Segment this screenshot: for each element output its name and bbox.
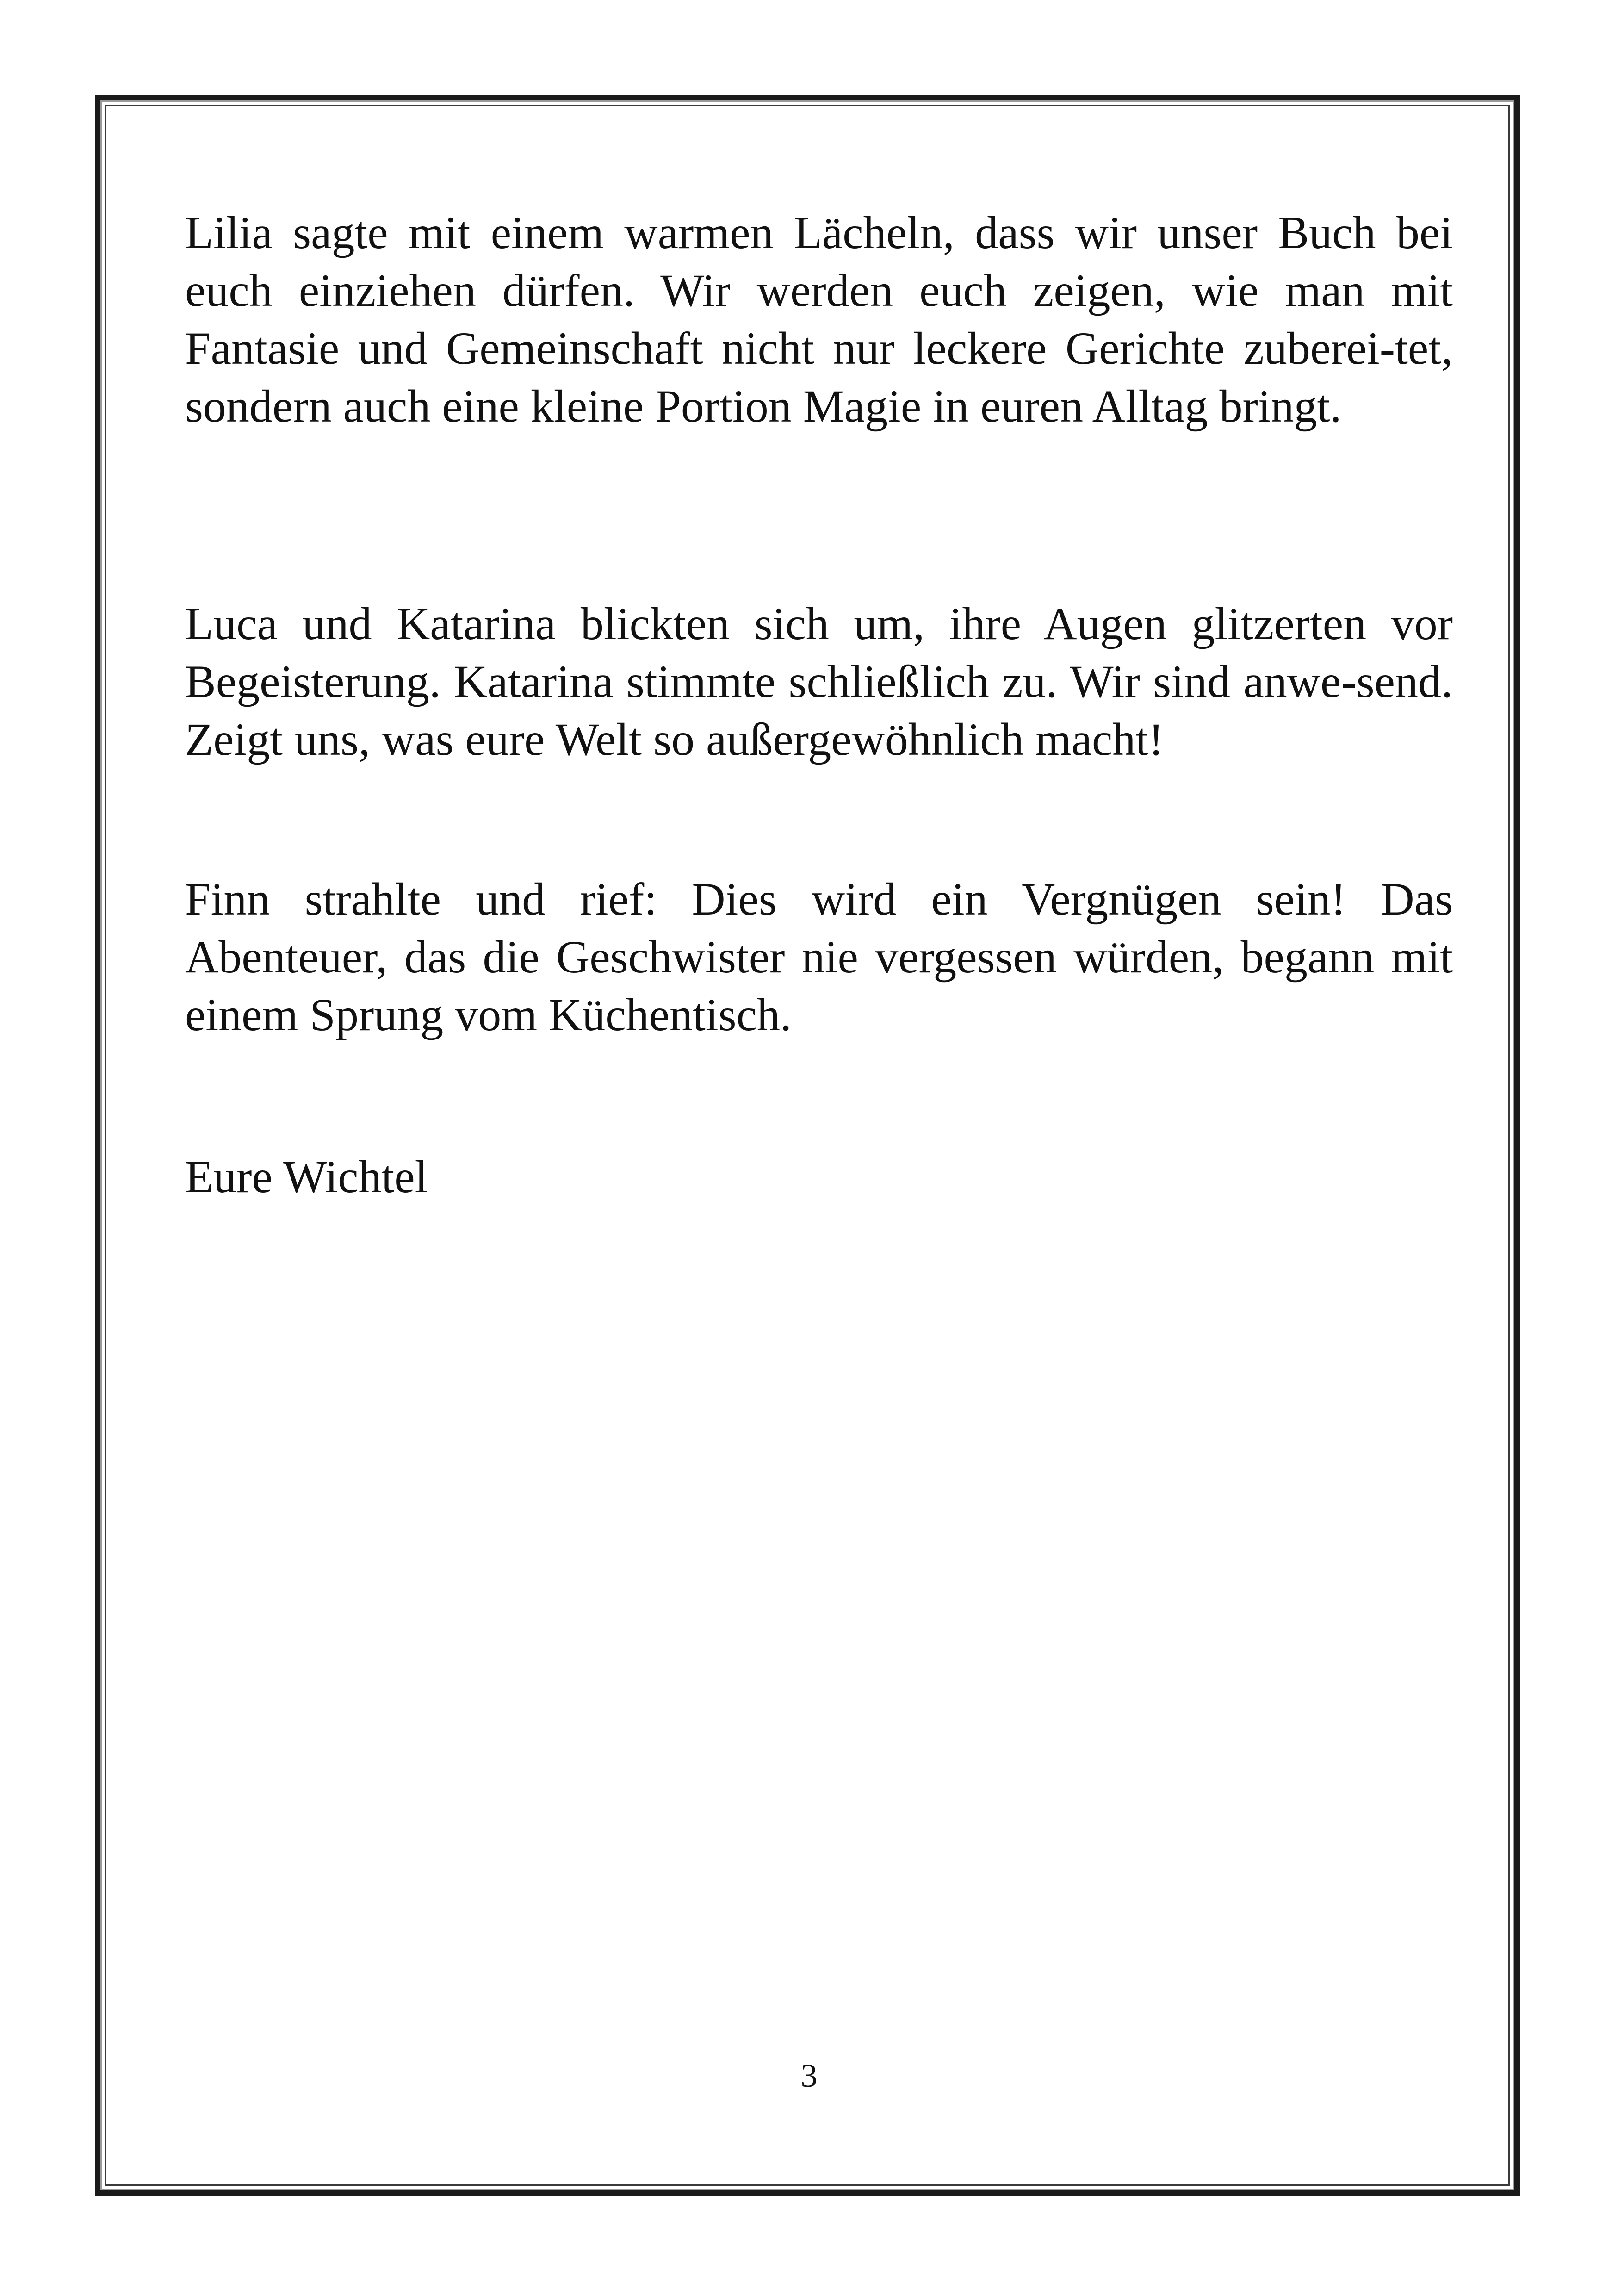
paragraph-luca-katarina: Luca und Katarina blickten sich um, ihre Augen glitzerten vor Begeisterung. Katarina stimmte schließlich zu. Wir sind anwe-send. Zeigt uns, was eure Welt so außergewöhnlich macht!	[185, 598, 1453, 765]
page-number: 3	[800, 2057, 818, 2094]
signature: Eure Wichtel	[185, 1151, 428, 1202]
paragraph-finn: Finn strahlte und rief: Dies wird ein Vergnügen sein! Das Abenteuer, das die Geschwister nie vergessen würden, begann mit einem Sprung vom Küchentisch.	[185, 873, 1453, 1040]
paragraph-lilia: Lilia sagte mit einem warmen Lächeln, dass wir unser Buch bei euch einziehen dürfen. Wir werden euch zeigen, wie man mit Fantasie und Gemeinschaft nicht nur leckere Gerichte zuberei-tet, sondern auch eine kleine Portion Magie in euren Alltag bringt.	[185, 207, 1453, 432]
